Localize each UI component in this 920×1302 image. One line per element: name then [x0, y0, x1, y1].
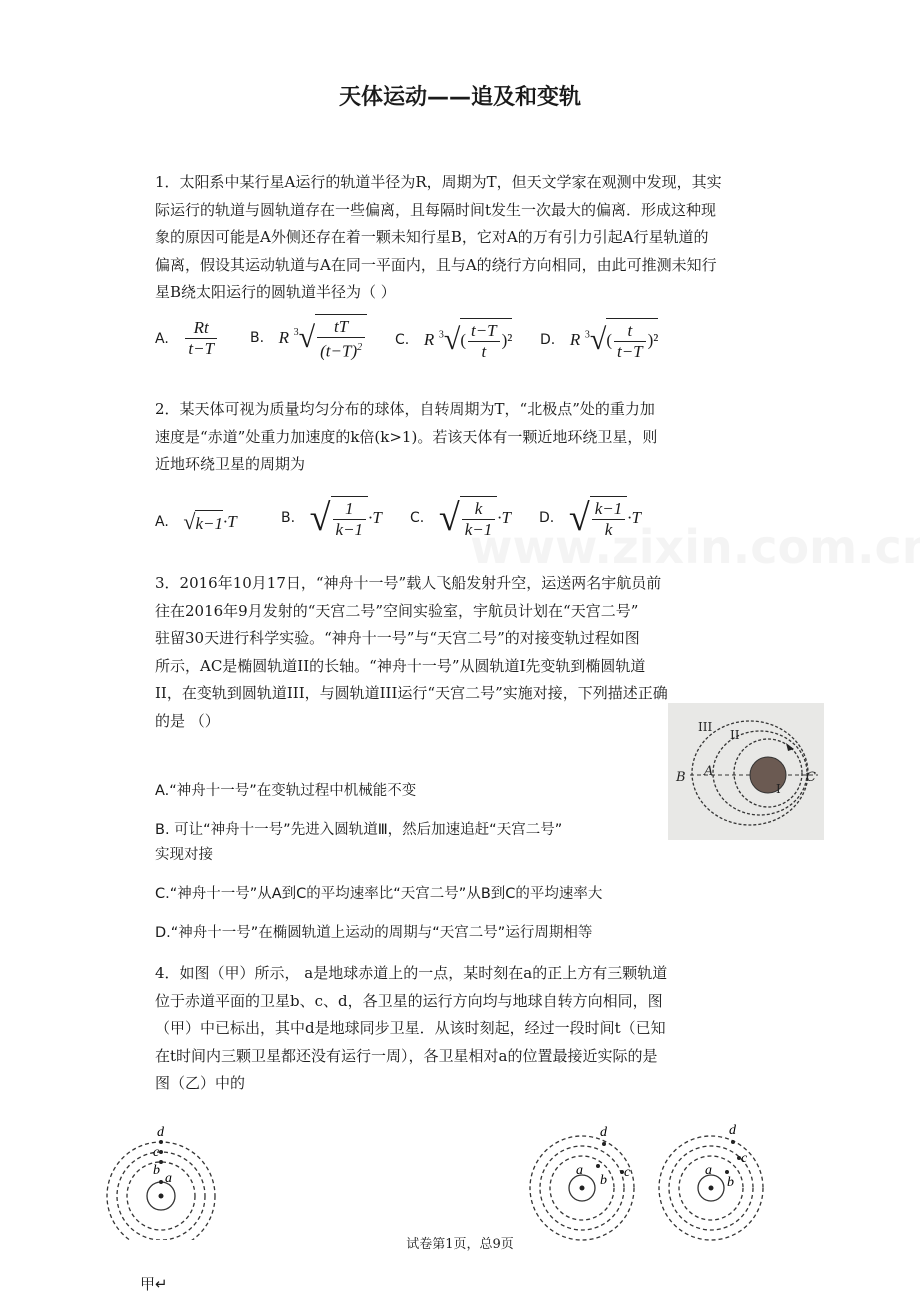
watermark	[470, 520, 920, 574]
svg-text:b: b	[600, 1173, 607, 1188]
q1-line: 1．太阳系中某行星A运行的轨道半径为R，周期为T，但天文学家在观测中发现，其实	[155, 173, 722, 191]
q3-line: 往在2016年9月发射的“天宫二号”空间实验室，宇航员计划在“天宫二号”	[155, 601, 639, 620]
q2-option-d[interactable]: D. √ $\frac{k-1}{k}$ ·T	[539, 497, 641, 539]
figure-yi-option-2	[655, 1122, 775, 1242]
figure-yi-option-1	[528, 1122, 648, 1242]
q4-line: 图（乙）中的	[155, 1074, 246, 1092]
q3-option-b-cont: 实现对接	[155, 847, 213, 863]
svg-text:d: d	[600, 1125, 607, 1140]
square-root: √k−1	[183, 509, 223, 534]
q1-option-a[interactable]: A. $\frac{Rt}{t-T}$	[155, 318, 219, 359]
q1-line: 象的原因可能是A外侧还存在着一颗未知行星B，它对A的万有引力引起A行星轨道的	[155, 228, 709, 246]
label-A: A	[704, 764, 714, 779]
question-1-text	[155, 169, 765, 307]
q3-option-c[interactable]: C.“神舟十一号”从A到C的平均速率比“天宫二号”从B到C的平均速率大	[155, 886, 603, 902]
q3-line: II，在变轨到圆轨道III，与圆轨道III运行“天宫二号”实施对接，下列描述正确	[155, 684, 668, 702]
q3-line: 驻留30天进行科学实验。“神舟十一号”与“天宫二号”的对接变轨过程如图	[155, 629, 640, 647]
svg-text:c: c	[153, 1145, 160, 1160]
label-II: II	[730, 728, 740, 742]
cube-root: $^3$√( $\frac{t-T}{t}$ )²	[439, 318, 513, 362]
question-2-text	[155, 396, 765, 479]
svg-text:d: d	[729, 1123, 736, 1138]
q1-option-d[interactable]: D. R $^3$√( $\frac{t}{t-T}$ )²	[540, 318, 658, 362]
figure-caption-jia: 甲↵	[140, 1275, 168, 1293]
q1-line: 际运行的轨道与圆轨道存在一些偏离，且每隔时间t发生一次最大的偏离．形成这种现	[155, 200, 717, 219]
q3-line: 所示，AC是椭圆轨道II的长轴。“神舟十一号”从圆轨道I先变轨到椭圆轨道	[155, 656, 646, 675]
q1-line: 偏离，假设其运动轨道与A在同一平面内，且与A的绕行方向相同，由此可推测未知行	[155, 255, 717, 274]
page-footer: 试卷第1页，总9页	[406, 1237, 514, 1252]
orbit-diagram	[668, 703, 824, 840]
square-root: √ $\frac{1}{k-1}$	[310, 496, 368, 540]
label-B: B	[676, 770, 686, 785]
q4-line: 4．如图（甲）所示， a是地球赤道上的一点，某时刻在a的正上方有三颗轨道	[155, 964, 668, 982]
svg-text:a: a	[705, 1163, 712, 1178]
q3-option-d[interactable]: D.“神舟十一号”在椭圆轨道上运动的周期与“天宫二号”运行周期相等	[155, 925, 593, 941]
cube-root: $^3$√ $\frac{tT}{(t-T)^2}$	[294, 314, 367, 362]
page-title: 天体运动——追及和变轨	[338, 85, 581, 110]
q3-option-a[interactable]: A.“神舟十一号”在变轨过程中机械能不变	[155, 783, 417, 799]
q3-line: 的是 （）	[155, 711, 220, 730]
q4-line: （甲）中已标出，其中d是地球同步卫星．从该时刻起，经过一段时间t（已知	[155, 1019, 666, 1037]
svg-text:c: c	[624, 1165, 631, 1180]
svg-text:a: a	[576, 1163, 583, 1178]
q2-option-b[interactable]: B. √ $\frac{1}{k-1}$ ·T	[281, 497, 382, 539]
question-4-text	[155, 960, 765, 1098]
svg-text:d: d	[157, 1125, 164, 1140]
fraction: $\frac{Rt}{t-T}$	[185, 318, 217, 359]
q3-option-b[interactable]: B. 可让“神舟十一号”先进入圆轨道Ⅲ，然后加速追赶“天宫二号”	[155, 822, 563, 838]
q1-line: 星B绕太阳运行的圆轨道半径为（ ）	[155, 283, 396, 301]
svg-text:b: b	[153, 1163, 160, 1178]
square-root: √ $\frac{k}{k-1}$	[439, 496, 497, 540]
q2-line: 速度是“赤道”处重力加速度的k倍(k>1)。若该天体有一颗近地环绕卫星，则	[155, 427, 658, 446]
q4-line: 位于赤道平面的卫星b、c、d，各卫星的运行方向均与地球自转方向相同，图	[155, 991, 663, 1010]
q2-option-c[interactable]: C. √ $\frac{k}{k-1}$ ·T	[410, 497, 511, 539]
label-III: III	[698, 720, 713, 734]
cube-root: $^3$√( $\frac{t}{t-T}$ )²	[585, 318, 659, 362]
q1-option-c[interactable]: C. R $^3$√( $\frac{t-T}{t}$ )²	[395, 318, 512, 362]
svg-text:b: b	[727, 1175, 734, 1190]
label-C: C	[806, 770, 816, 785]
q2-line: 2．某天体可视为质量均匀分布的球体，自转周期为T，“北极点”处的重力加	[155, 400, 655, 418]
square-root: √ $\frac{k-1}{k}$	[569, 496, 627, 540]
q4-line: 在t时间内三颗卫星都还没有运行一周），各卫星相对a的位置最接近实际的是	[155, 1046, 658, 1065]
q3-line: 3．2016年10月17日，“神舟十一号”载人飞船发射升空，运送两名宇航员前	[155, 574, 662, 592]
label-I: I	[776, 782, 781, 796]
orbit-transfer-figure	[668, 703, 824, 840]
svg-text:c: c	[741, 1151, 748, 1166]
q2-line: 近地环绕卫星的周期为	[155, 455, 306, 473]
q2-option-a[interactable]: A. √k−1·T	[155, 507, 237, 537]
figure-jia	[105, 1120, 225, 1240]
q1-option-b[interactable]: B. R $^3$√ $\frac{tT}{(t-T)^2}$	[250, 314, 367, 362]
svg-text:a: a	[165, 1171, 172, 1186]
